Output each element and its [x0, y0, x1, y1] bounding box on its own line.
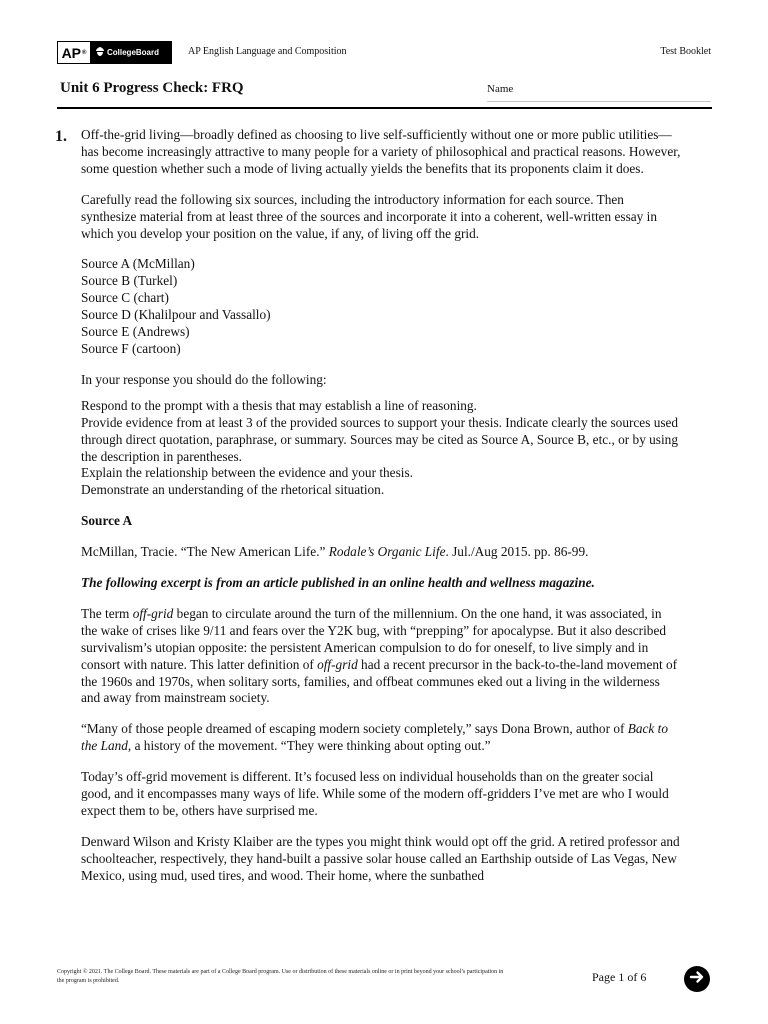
requirement-item: Respond to the prompt with a thesis that may establish a line of reasoning.: [81, 397, 477, 413]
page-number: Page 1 of 6: [592, 970, 647, 984]
ap-collegeboard-logo: [57, 41, 172, 64]
registered-mark: ®: [82, 49, 87, 56]
source-list-item: Source C (chart): [81, 290, 169, 306]
source-list: [81, 256, 681, 357]
source-a-excerpt-note: The following excerpt is from an article published in an online health and wellness magazine.: [81, 575, 595, 591]
source-list-item: Source D (Khalilpour and Vassallo): [81, 307, 271, 323]
response-requirements: [81, 398, 681, 499]
response-intro: In your response you should do the following:: [81, 371, 327, 387]
source-a-paragraph-2: [81, 721, 681, 755]
source-a-citation: [81, 544, 681, 561]
question-intro: Off-the-grid living—broadly defined as choosing to live self-sufficiently without one or more public utilities—has become increasingly attractive to many people for a variety of philosophical and practical reasons. However, some question whether such a mode of living actually yields the benefits that its proponents claim it does.: [81, 127, 681, 176]
question-number: 1.: [55, 128, 67, 145]
title-divider: [57, 107, 712, 109]
question-body: [81, 127, 681, 885]
page-title: Unit 6 Progress Check: FRQ: [60, 80, 244, 96]
ap-logo-text: AP: [61, 44, 82, 61]
text-run: The term: [81, 605, 133, 621]
text-run: had a recent precursor in the back-to-the-land movement of the 1960s and 1970s, when solitary sorts, families, and offbeat communes eked out a living in the wilderness and away from mainstream society.: [81, 656, 678, 706]
next-page-button[interactable]: [684, 966, 710, 992]
source-list-item: Source A (McMillan): [81, 256, 195, 272]
source-a-paragraph-1: [81, 606, 681, 707]
collegeboard-logo: [91, 42, 171, 63]
text-run: “Many of those people dreamed of escaping modern society completely,” says Dona Brown, author of: [81, 721, 628, 737]
course-title: AP English Language and Composition: [188, 46, 347, 57]
text-run: , a history of the movement. “They were thinking about opting out.”: [127, 738, 491, 754]
collegeboard-logo-text: CollegeBoard: [107, 48, 160, 57]
name-label: Name: [487, 83, 514, 95]
text-run: began to circulate around the turn of the millennium. On the one hand, it was associated, in the wake of crises like 9/11 and fears over the Y2K bug, with “prepping” for apocalypse. But it also described survivalism’s utopian opposite: the persistent American compulsion to do for oneself, to live simply and in consort with nature. This latter definition of: [81, 605, 667, 672]
requirement-item: Demonstrate an understanding of the rhetorical situation.: [81, 482, 385, 498]
copyright-notice: Copyright © 2021. The College Board. These materials are part of a College Board program. Use or distribution of these materials online or in print beyond your school’s participation in the program is prohibited.: [57, 969, 504, 984]
ap-logo: [58, 42, 91, 63]
source-a-paragraph-3: Today’s off-grid movement is different. It’s focused less on individual households than on the greater social good, and it encompasses many ways of life. While some of the modern off-gridders I’ve met are who I would expect them to be, others have surprised me.: [81, 769, 669, 818]
source-list-item: Source F (cartoon): [81, 340, 181, 356]
acorn-icon: [96, 47, 104, 58]
name-field-line[interactable]: [487, 101, 711, 102]
citation-publication: Rodale’s Organic Life: [328, 544, 446, 560]
source-list-item: Source B (Turkel): [81, 273, 178, 289]
source-a-paragraph-4: Denward Wilson and Kristy Klaiber are the types you might think would opt off the grid. A retired professor and schoolteacher, respectively, they hand-built a passive solar house called an Earthship outside of Las Vegas, New Mexico, using mud, used tires, and wood. Their home, where the sunbathed: [81, 833, 680, 883]
citation-text: McMillan, Tracie. “The New American Life.”: [81, 544, 329, 560]
italic-term: off-grid: [317, 656, 358, 672]
citation-date: . Jul./Aug 2015. pp. 86-99.: [445, 544, 589, 560]
source-list-item: Source E (Andrews): [81, 324, 190, 340]
italic-term: off-grid: [132, 605, 174, 621]
question-instructions: Carefully read the following six sources, including the introductory information for each source. Then synthesize material from at least three of the sources and incorporate it into a coherent, well-written essay in which you develop your position on the value, if any, of living off the grid.: [81, 191, 657, 241]
requirement-item: Explain the relationship between the evidence and your thesis.: [81, 465, 413, 481]
source-a-heading: Source A: [81, 513, 133, 529]
requirement-item: Provide evidence from at least 3 of the provided sources to support your thesis. Indicate clearly the sources used through direct quotation, paraphrase, or summary. Sources may be cited as Source A, Source B, etc., or by using the description in parentheses.: [81, 414, 679, 464]
italic-title: Back to the Land: [81, 721, 668, 754]
booklet-label: Test Booklet: [660, 46, 711, 57]
arrow-right-icon: [689, 969, 705, 990]
